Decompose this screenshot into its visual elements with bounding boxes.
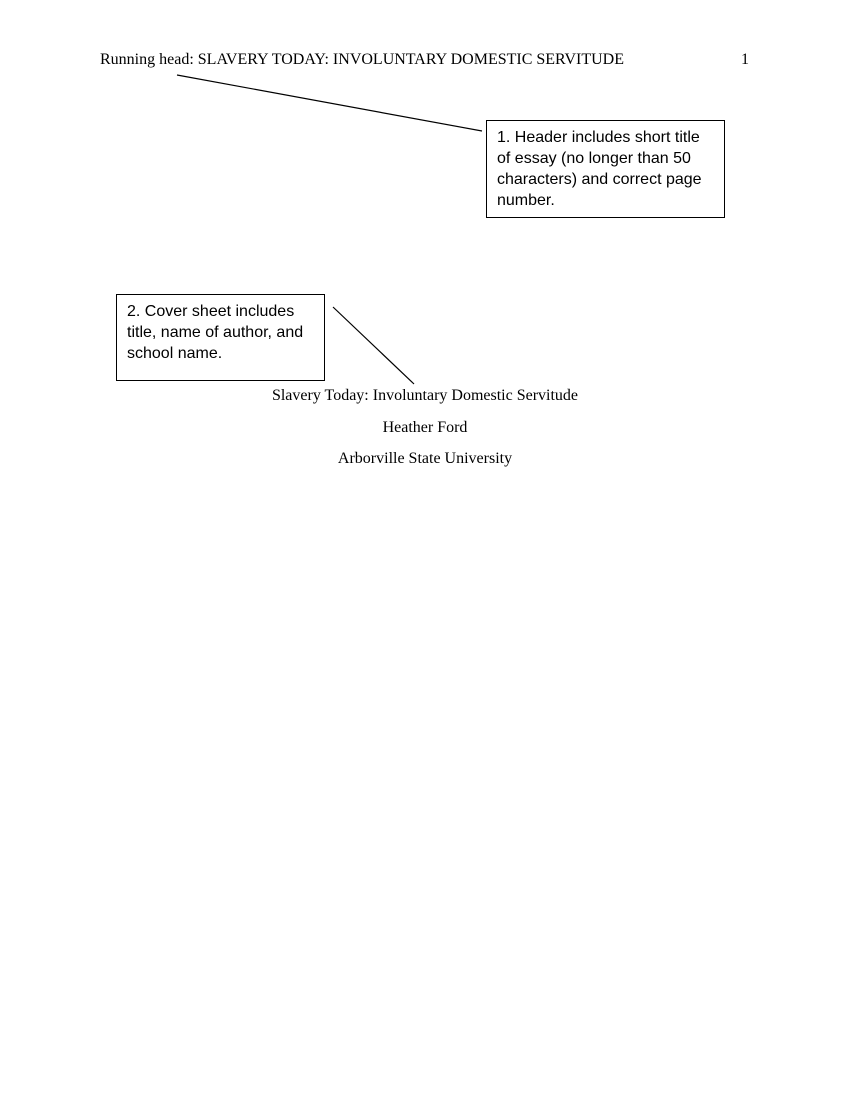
cover-callout-box: [116, 294, 325, 381]
header-callout-leader-line: [177, 75, 482, 131]
header-callout-box: [486, 120, 725, 218]
cover-callout-leader-line: [333, 307, 414, 384]
cover-school: Arborville State University: [337, 450, 513, 467]
running-head: Running head: SLAVERY TODAY: INVOLUNTARY DOMESTIC SERVITUDE: [100, 51, 624, 68]
cover-title: Slavery Today: Involuntary Domestic Servitude: [271, 387, 579, 404]
cover-callout-text: 2. Cover sheet includes title, name of author, and school name.: [127, 303, 304, 362]
cover-author: Heather Ford: [382, 419, 468, 436]
page-number: 1: [741, 51, 749, 68]
header-callout-text: 1. Header includes short title of essay (no longer than 50 characters) and correct page number.: [497, 129, 702, 209]
